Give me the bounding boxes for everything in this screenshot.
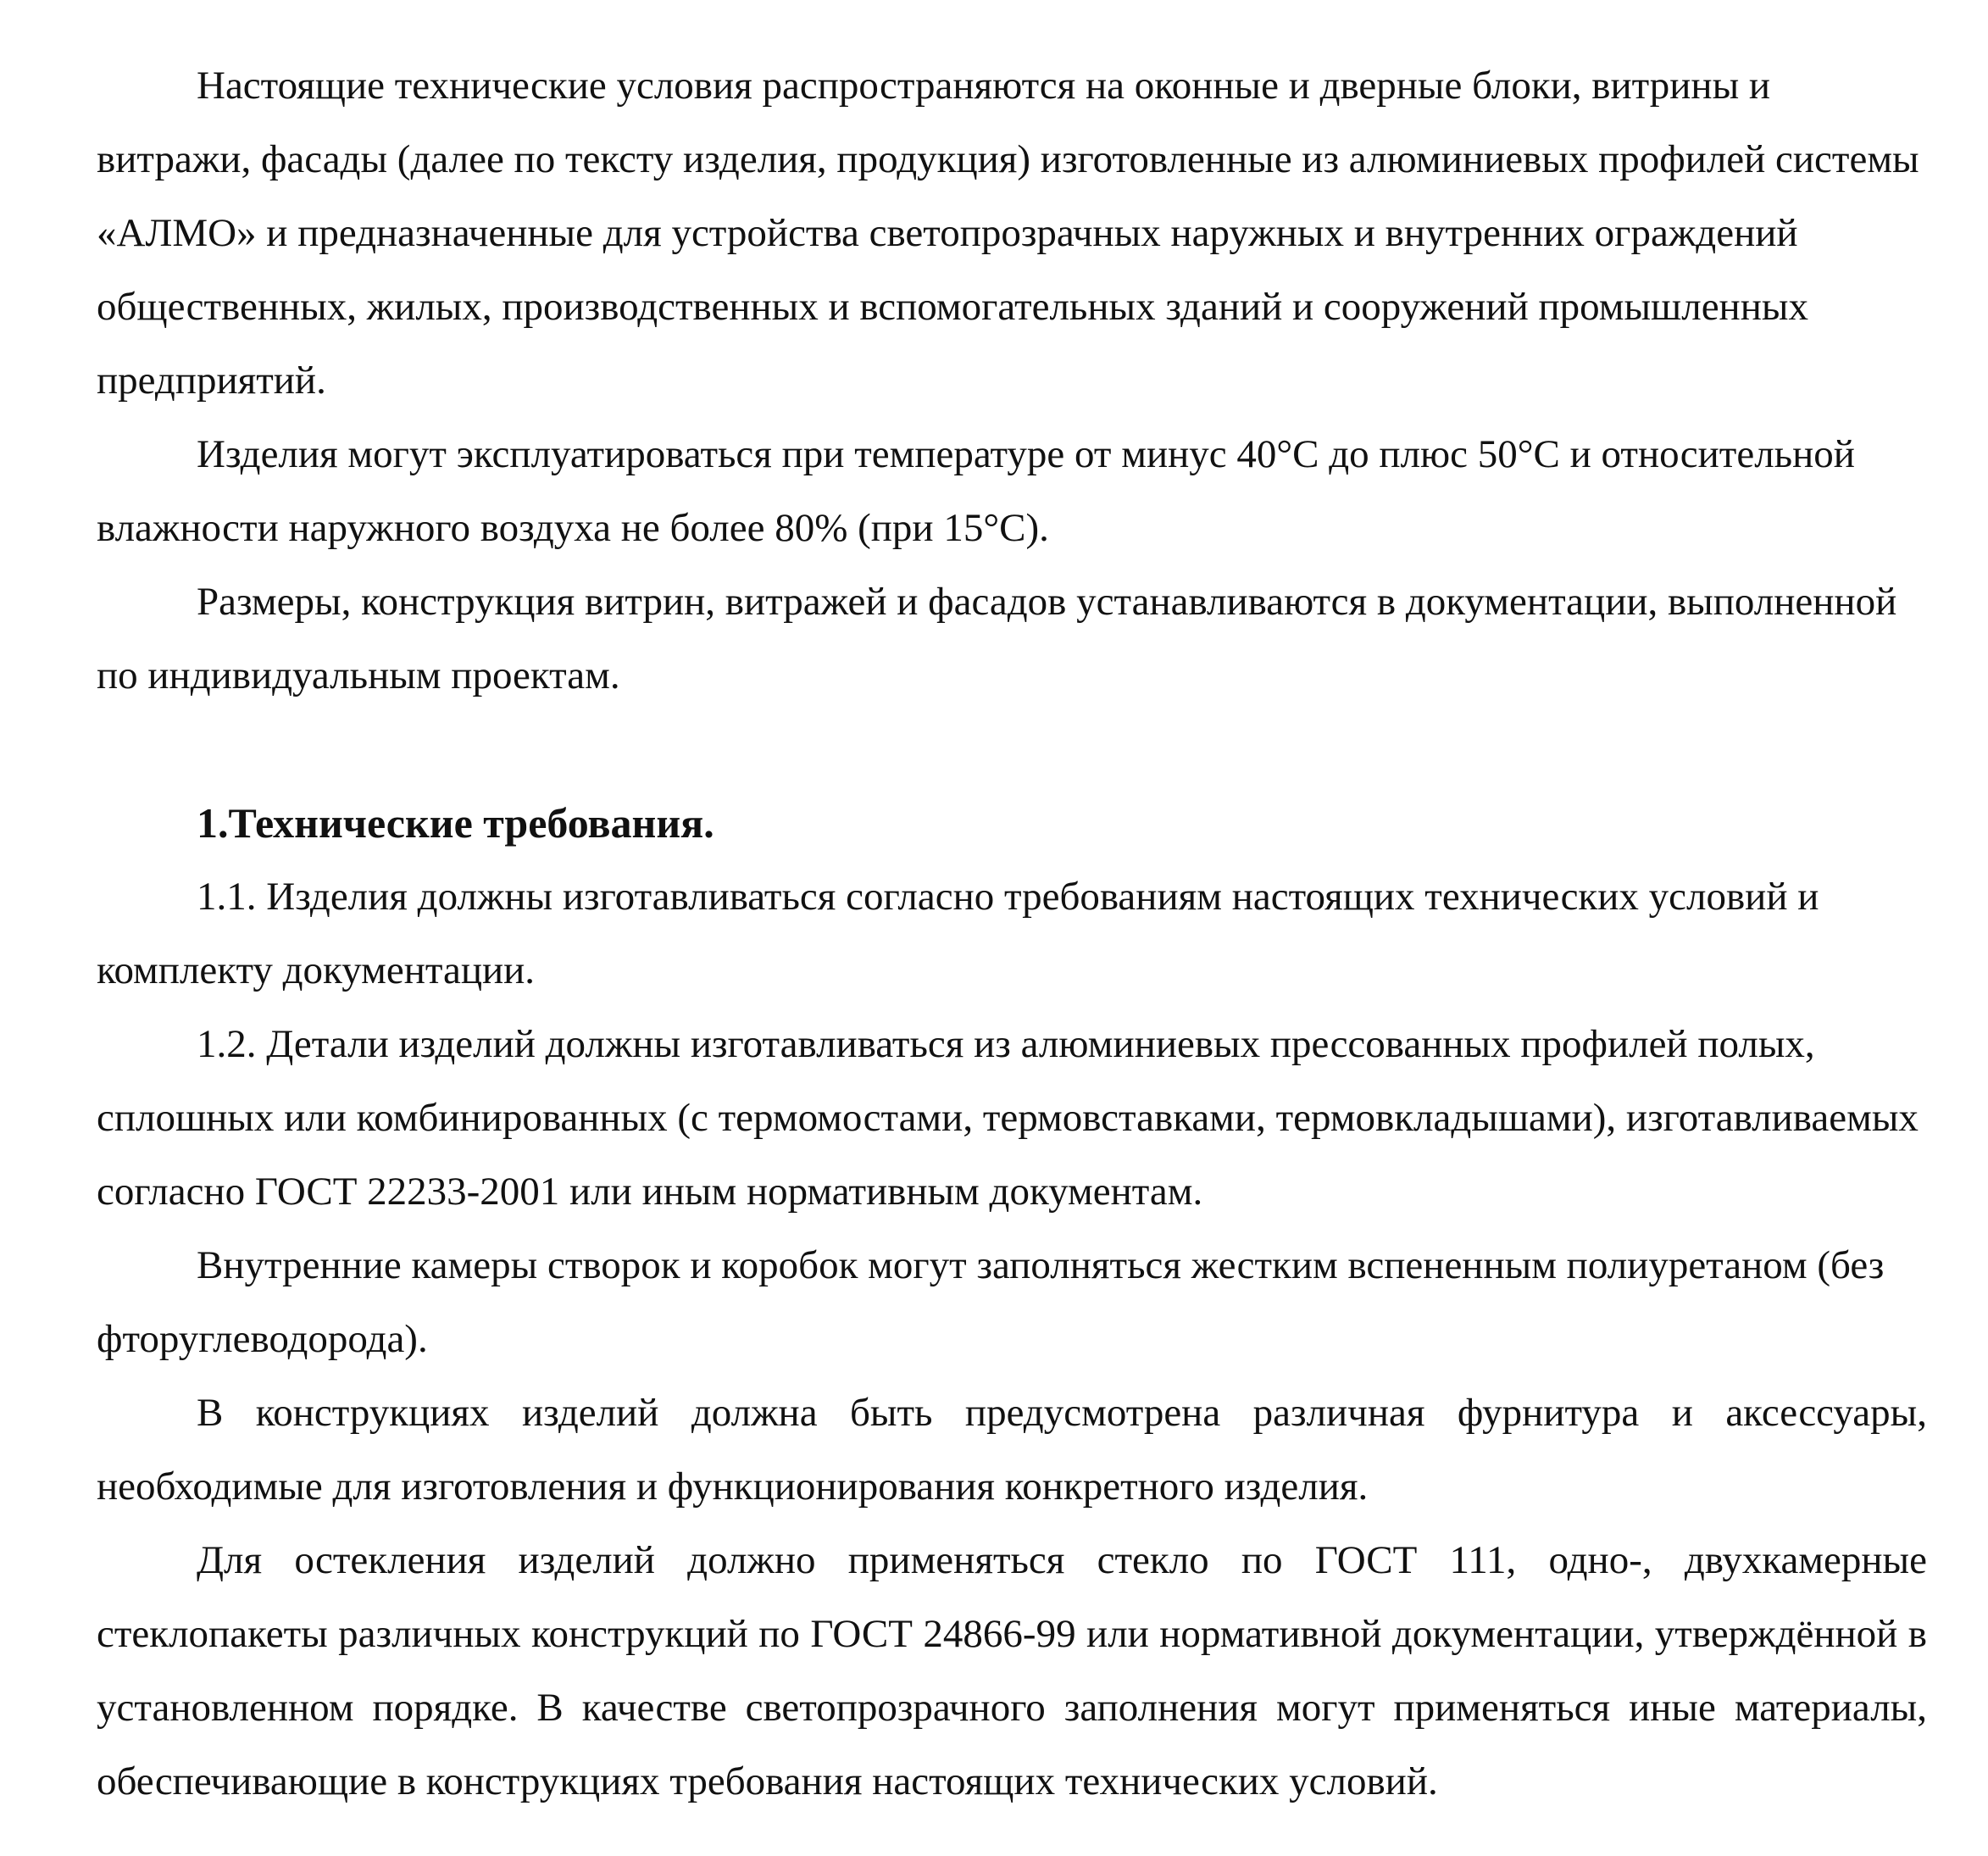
intro-paragraph-scope: Настоящие технические условия распространяются на оконные и дверные блоки, витрины и витражи, фасады (далее по тексту изделия, продукция) изготовленные из алюминиевых профилей системы «АЛМО» и предназначенные для устройства светопрозрачных наружных и внутренних ограждений общественных, жилых, производственных и вспомогательных зданий и сооружений промышленных предприятий. xyxy=(97,64,1919,403)
paragraph-inner-chambers: Внутренние камеры створок и коробок могут заполняться жестким вспененным полиуретаном (без фторуглеводорода). xyxy=(97,1243,1885,1361)
clause-1-1: 1.1. Изделия должны изготавливаться согласно требованиям настоящих технических условий и комплекту документации. xyxy=(97,875,1819,992)
intro-paragraph-conditions: Изделия могут эксплуатироваться при температуре от минус 40°С до плюс 50°С и относительной влажности наружного воздуха не более 80% (при 15°С). xyxy=(97,432,1855,550)
clause-1-2: 1.2. Детали изделий должны изготавливаться из алюминиевых прессованных профилей полых, сплошных или комбинированных (с термомостами, термовставками, термовкладышами), изготавливаемых согласно ГОСТ 22233-2001 или иным нормативным документам. xyxy=(97,1022,1919,1214)
paragraph-glazing: Для остекления изделий должно применяться стекло по ГОСТ 111, одно-, двухкамерные стеклопакеты различных конструкций по ГОСТ 24866-99 или нормативной документации, утверждённой в установленном порядке. В качестве светопрозрачного заполнения могут применяться иные материалы, обеспечивающие в конструкциях требования настоящих технических условий. xyxy=(97,1538,1927,1803)
paragraph-hardware: В конструкциях изделий должна быть предусмотрена различная фурнитура и аксессуары, необходимые для изготовления и функционирования конкретного изделия. xyxy=(97,1391,1927,1509)
document-page xyxy=(97,49,1927,1819)
section-heading-technical-requirements: 1.Технические требования. xyxy=(197,799,714,847)
section-spacer xyxy=(97,713,1927,786)
intro-paragraph-dimensions: Размеры, конструкция витрин, витражей и фасадов устанавливаются в документации, выполненной по индивидуальным проектам. xyxy=(97,580,1897,697)
